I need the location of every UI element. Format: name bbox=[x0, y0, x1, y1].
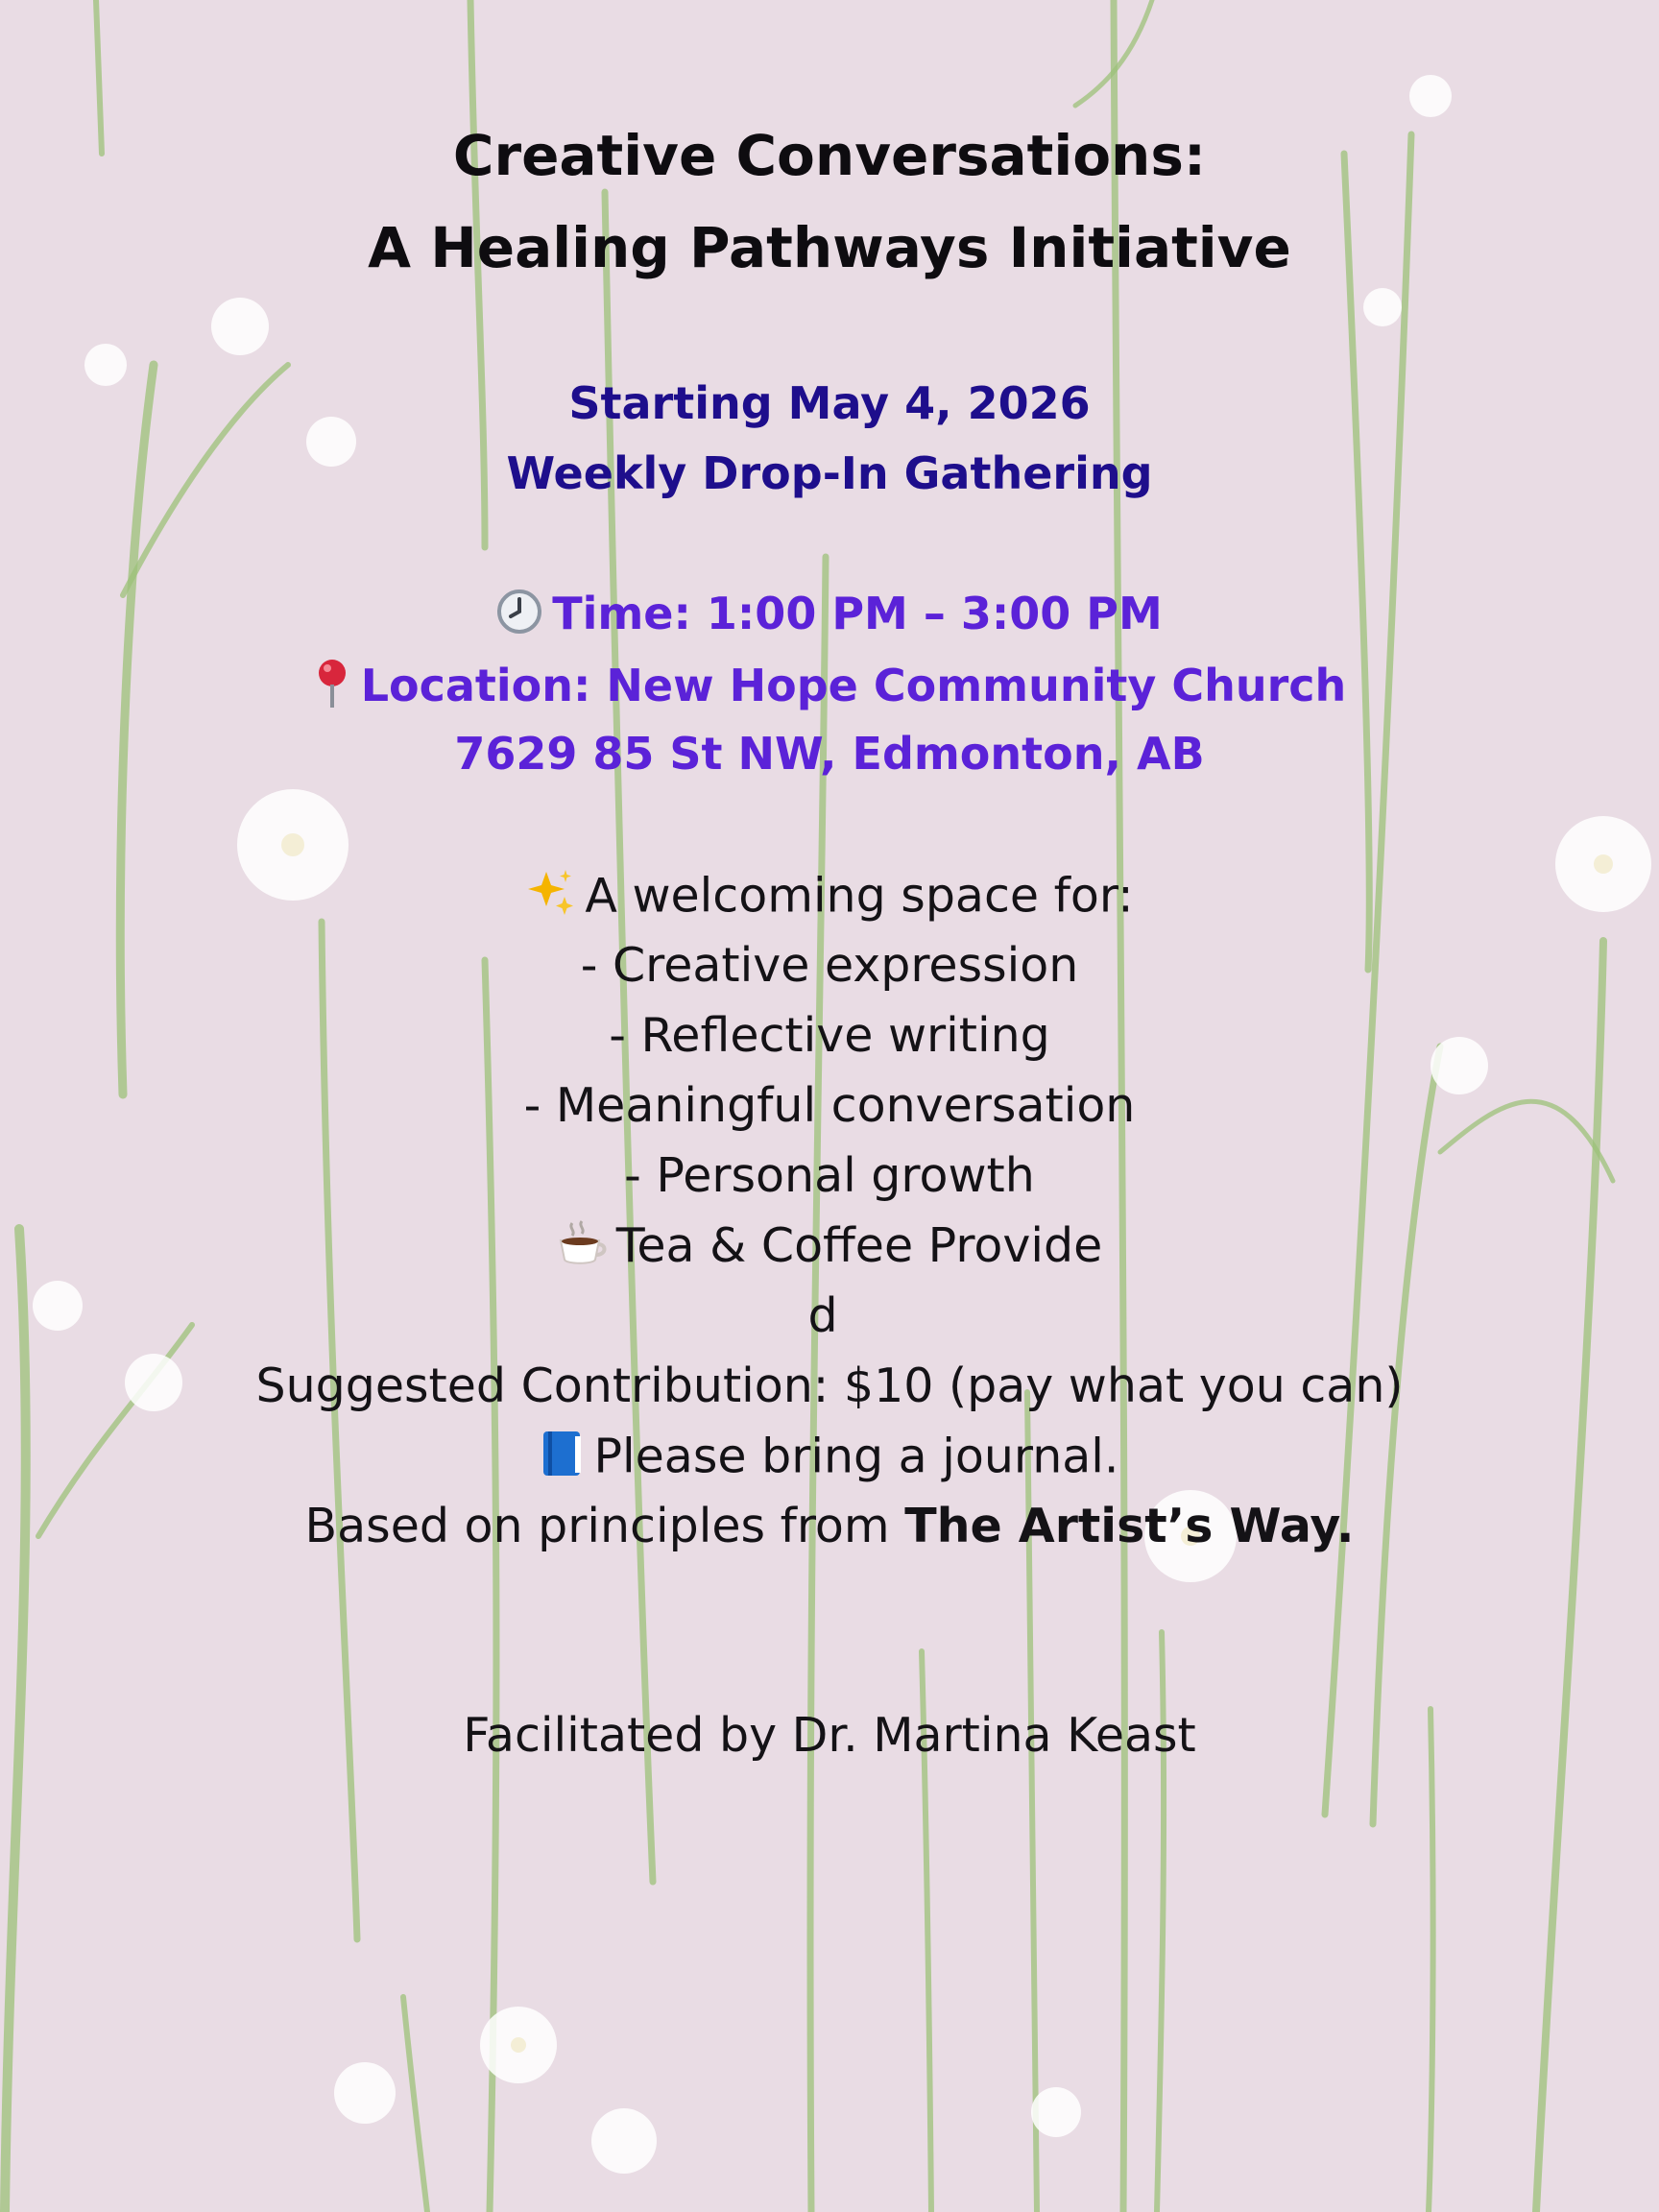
welcome-text: A welcoming space for: bbox=[585, 868, 1134, 924]
welcome-row bbox=[0, 868, 1659, 929]
suggested-contribution: Suggested Contribution: $10 (pay what you can) bbox=[255, 1358, 1404, 1413]
list-item: - Meaningful conversation bbox=[523, 1078, 1136, 1133]
list-item: - Personal growth bbox=[624, 1148, 1035, 1203]
tea-text: Tea & Coffee Provide bbox=[615, 1218, 1103, 1273]
based-on-text: Based on principles from bbox=[304, 1499, 905, 1553]
book-title: The Artist’s Way. bbox=[904, 1499, 1355, 1553]
book-icon bbox=[541, 1429, 585, 1490]
list-item: - Reflective writing bbox=[609, 1008, 1050, 1063]
list-item: - Creative expression bbox=[580, 938, 1079, 993]
event-time-row bbox=[0, 588, 1659, 645]
facilitator: Facilitated by Dr. Martina Keast bbox=[463, 1708, 1196, 1763]
event-location: Location: New Hope Community Church bbox=[360, 660, 1347, 711]
based-on-line bbox=[0, 1499, 1659, 1553]
poster-title-line-2: A Healing Pathways Initiative bbox=[368, 215, 1291, 280]
tea-row bbox=[0, 1218, 1659, 1279]
journal-text: Please bring a journal. bbox=[593, 1429, 1119, 1484]
pin-icon bbox=[313, 658, 351, 720]
gathering-frequency: Weekly Drop-In Gathering bbox=[506, 447, 1153, 499]
clock-icon bbox=[496, 589, 542, 645]
event-address: 7629 85 St NW, Edmonton, AB bbox=[454, 728, 1205, 780]
hot-beverage-icon bbox=[557, 1219, 607, 1279]
event-time: Time: 1:00 PM – 3:00 PM bbox=[552, 588, 1163, 639]
tea-text-wrap: d bbox=[807, 1288, 838, 1343]
journal-row bbox=[0, 1429, 1659, 1490]
sparkles-icon bbox=[525, 868, 575, 929]
event-location-row bbox=[0, 658, 1659, 720]
start-date: Starting May 4, 2026 bbox=[568, 377, 1091, 429]
poster-title-line-1: Creative Conversations: bbox=[452, 123, 1207, 188]
